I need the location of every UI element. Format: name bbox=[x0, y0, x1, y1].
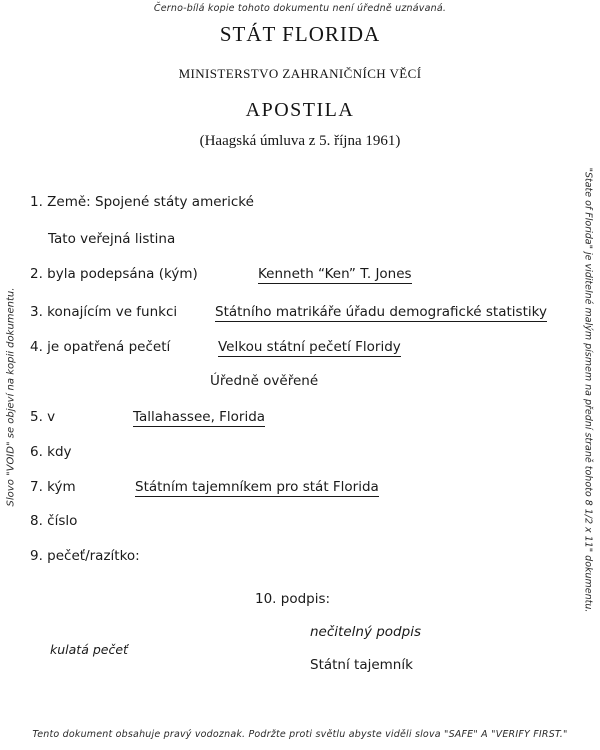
item-2-label: 2. byla podepsána (kým) bbox=[30, 266, 198, 282]
item-5-place bbox=[0, 409, 600, 429]
apostille-heading: APOSTILA bbox=[245, 99, 355, 121]
item-9-seal-stamp bbox=[0, 548, 600, 568]
item-6-label: 6. kdy bbox=[30, 444, 72, 460]
item-4-seal bbox=[0, 339, 600, 359]
item-7-label: 7. kým bbox=[30, 479, 76, 495]
round-seal-note: kulatá pečeť bbox=[50, 642, 128, 657]
item-2-value-signer-name: Kenneth “Ken” T. Jones bbox=[258, 266, 412, 282]
hague-convention-note: (Haagská úmluva z 5. října 1961) bbox=[199, 133, 401, 149]
item-3-label: 3. konajícím ve funkci bbox=[30, 304, 178, 320]
watermark-verification-note: Tento dokument obsahuje pravý vodoznak. Podržte proti světlu abyste viděli slova "SAFE" A "VERIFY FIRST." bbox=[32, 729, 568, 740]
signer-title: Státní tajemník bbox=[310, 657, 413, 673]
item-8-label: 8. číslo bbox=[30, 513, 78, 529]
item-certified bbox=[0, 373, 600, 393]
item-3-value-capacity: Státního matrikáře úřadu demografické statistiky bbox=[215, 304, 547, 320]
state-of-florida-microprint-note: "State of Florida" je viditelné malým písmem na přední straně tohoto 8 1/2 x 11" dokumentu. bbox=[582, 167, 594, 613]
ministry-name: MINISTERSTVO ZAHRANIČNÍCH VĚCÍ bbox=[178, 66, 422, 81]
item-7-value-authority: Státním tajemníkem pro stát Florida bbox=[135, 479, 379, 495]
item-5-label: 5. v bbox=[30, 409, 56, 425]
illegible-signature-note: nečitelný podpis bbox=[310, 624, 421, 640]
copy-disclaimer-note: Černo-bílá kopie tohoto dokumentu není úředně uznávaná. bbox=[153, 3, 447, 14]
public-document-text: Tato veřejná listina bbox=[48, 231, 176, 247]
item-8-number bbox=[0, 513, 600, 533]
void-watermark-note: Slovo "VOID" se objeví na kopii dokumentu. bbox=[5, 287, 17, 507]
item-1-country bbox=[0, 194, 600, 214]
item-4-label: 4. je opatřená pečetí bbox=[30, 339, 171, 355]
item-9-label: 9. pečeť/razítko: bbox=[30, 548, 140, 564]
item-public-document bbox=[0, 231, 600, 251]
item-1-text: 1. Země: Spojené státy americké bbox=[30, 194, 254, 210]
item-10-signature-label: 10. podpis: bbox=[255, 591, 331, 607]
item-4-value-seal-name: Velkou státní pečetí Floridy bbox=[218, 339, 401, 355]
item-3-acting-capacity bbox=[0, 304, 600, 324]
item-5-value-place: Tallahassee, Florida bbox=[133, 409, 266, 425]
item-2-signed-by bbox=[0, 266, 600, 286]
item-7-by-whom bbox=[0, 479, 600, 499]
state-title: STÁT FLORIDA bbox=[219, 22, 381, 46]
certified-text: Úředně ověřené bbox=[210, 373, 319, 389]
item-6-date bbox=[0, 444, 600, 464]
